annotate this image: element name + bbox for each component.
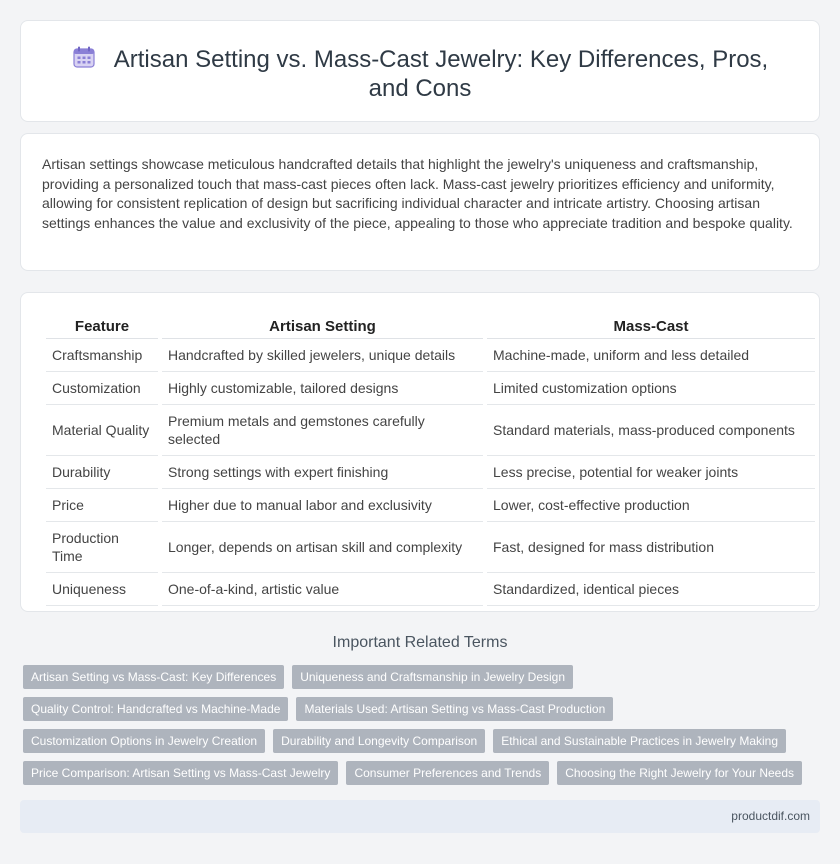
header-artisan-setting: Artisan Setting (162, 314, 483, 339)
intro-card (20, 133, 820, 271)
related-terms-tags (23, 665, 813, 793)
row-mass-cast: Fast, designed for mass distribution (487, 522, 815, 573)
related-tag[interactable]: Materials Used: Artisan Setting vs Mass-Cast Production (296, 697, 613, 721)
comparison-table (42, 314, 819, 606)
row-artisan: Longer, depends on artisan skill and complexity (162, 522, 483, 573)
related-terms-title: Important Related Terms (332, 634, 508, 651)
header-feature: Feature (46, 314, 158, 339)
table-header-row (46, 314, 815, 339)
tag-row (23, 697, 813, 721)
related-tag[interactable]: Artisan Setting vs Mass-Cast: Key Differences (23, 665, 284, 689)
tag-row (23, 761, 813, 785)
row-feature: Craftsmanship (46, 339, 158, 372)
related-tag[interactable]: Ethical and Sustainable Practices in Jewelry Making (493, 729, 786, 753)
row-feature: Durability (46, 456, 158, 489)
table-row (46, 372, 815, 405)
row-artisan: Highly customizable, tailored designs (162, 372, 483, 405)
row-feature: Price (46, 489, 158, 522)
row-mass-cast: Machine-made, uniform and less detailed (487, 339, 815, 372)
page-title: Artisan Setting vs. Mass-Cast Jewelry: Key Differences, Pros, and Cons (113, 46, 769, 102)
row-artisan: Handcrafted by skilled jewelers, unique details (162, 339, 483, 372)
related-tag[interactable]: Quality Control: Handcrafted vs Machine-Made (23, 697, 288, 721)
row-mass-cast: Lower, cost-effective production (487, 489, 815, 522)
tag-row (23, 729, 813, 753)
row-mass-cast: Less precise, potential for weaker joints (487, 456, 815, 489)
footer (20, 800, 820, 833)
page-title-wrap (51, 45, 789, 103)
row-mass-cast: Standard materials, mass-produced components (487, 405, 815, 456)
table-row (46, 456, 815, 489)
table-row (46, 489, 815, 522)
row-artisan: Higher due to manual labor and exclusivity (162, 489, 483, 522)
table-row (46, 339, 815, 372)
related-tag[interactable]: Uniqueness and Craftsmanship in Jewelry Design (292, 665, 573, 689)
footer-site-link[interactable]: productdif.com (731, 809, 810, 823)
header-card (20, 20, 820, 122)
related-tag[interactable]: Customization Options in Jewelry Creation (23, 729, 265, 753)
related-tag[interactable]: Price Comparison: Artisan Setting vs Mass-Cast Jewelry (23, 761, 338, 785)
row-feature: Material Quality (46, 405, 158, 456)
tag-row (23, 665, 813, 689)
comparison-table-card (20, 292, 820, 612)
row-feature: Customization (46, 372, 158, 405)
row-artisan: One-of-a-kind, artistic value (162, 573, 483, 606)
row-feature: Uniqueness (46, 573, 158, 606)
row-mass-cast: Limited customization options (487, 372, 815, 405)
table-row (46, 573, 815, 606)
header-mass-cast: Mass-Cast (487, 314, 815, 339)
row-artisan: Premium metals and gemstones carefully selected (162, 405, 483, 456)
table-row (46, 405, 815, 456)
row-mass-cast: Standardized, identical pieces (487, 573, 815, 606)
intro-text: Artisan settings showcase meticulous handcrafted details that highlight the jewelry's uniqueness and craftsmanship, providing a personalized touch that mass-cast pieces often lack. Mass-cast jewelry prioritizes efficiency and uniformity, allowing for consistent replication of design but sacrificing individual character and intricate artistry. Choosing artisan settings enhances the value and exclusivity of the piece, appealing to those who appreciate tradition and bespoke quality. (42, 156, 793, 231)
table-row (46, 522, 815, 573)
related-tag[interactable]: Choosing the Right Jewelry for Your Needs (557, 761, 802, 785)
row-artisan: Strong settings with expert finishing (162, 456, 483, 489)
related-tag[interactable]: Durability and Longevity Comparison (273, 729, 485, 753)
related-tag[interactable]: Consumer Preferences and Trends (346, 761, 549, 785)
calendar-icon (72, 45, 96, 69)
row-feature: Production Time (46, 522, 158, 573)
